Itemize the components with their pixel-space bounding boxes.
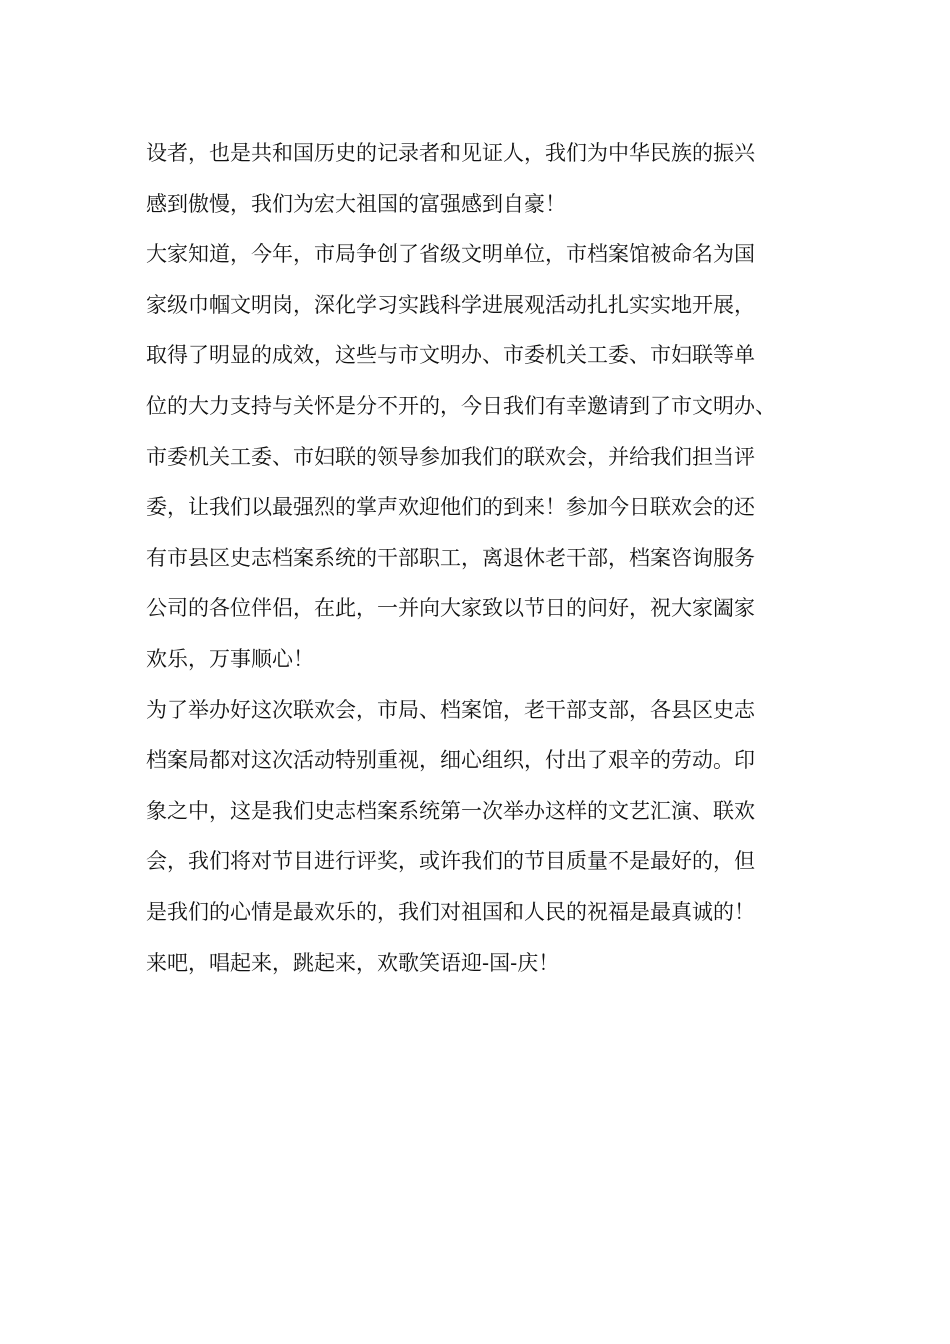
text-line: 委，让我们以最强烈的掌声欢迎他们的到来！参加今日联欢会的还 (146, 495, 755, 520)
document-body (146, 128, 826, 988)
text-line: 是我们的心情是最欢乐的，我们对祖国和人民的祝福是最真诚的！ (146, 899, 755, 924)
text-line: 设者，也是共和国历史的记录者和见证人，我们为中华民族的振兴 (146, 141, 755, 165)
text-line: 市委机关工委、市妇联的领导参加我们的联欢会，并给我们担当评 (146, 444, 755, 469)
text-line: 家级巾帼文明岗，深化学习实践科学进展观活动扎扎实实地开展， (146, 292, 755, 317)
text-line: 取得了明显的成效，这些与市文明办、市委机关工委、市妇联等单 (146, 343, 755, 368)
text-line: 会，我们将对节目进行评奖，或许我们的节目质量不是最好的，但 (146, 849, 755, 874)
text-line: 有市县区史志档案系统的干部职工，离退休老干部，档案咨询服务 (146, 545, 755, 570)
text-line: 象之中，这是我们史志档案系统第一次举办这样的文艺汇演、联欢 (146, 798, 755, 823)
text-line: 档案局都对这次活动特别重视，细心组织，付出了艰辛的劳动。印 (146, 748, 755, 773)
text-line: 公司的各位伴侣，在此，一并向大家致以节日的问好，祝大家阖家 (146, 596, 755, 621)
text-line: 感到傲慢，我们为宏大祖国的富强感到自豪！ (146, 191, 566, 216)
text-line: 大家知道，今年，市局争创了省级文明单位，市档案馆被命名为国 (146, 242, 755, 267)
text-line: 为了举办好这次联欢会，市局、档案馆，老干部支部，各县区史志 (146, 697, 755, 722)
text-line: 欢乐，万事顺心！ (146, 646, 314, 671)
text-line: 来吧，唱起来，跳起来，欢歌笑语迎-国-庆！ (146, 950, 560, 975)
text-line: 位的大力支持与关怀是分不开的，今日我们有幸邀请到了市文明办、 (146, 393, 776, 418)
